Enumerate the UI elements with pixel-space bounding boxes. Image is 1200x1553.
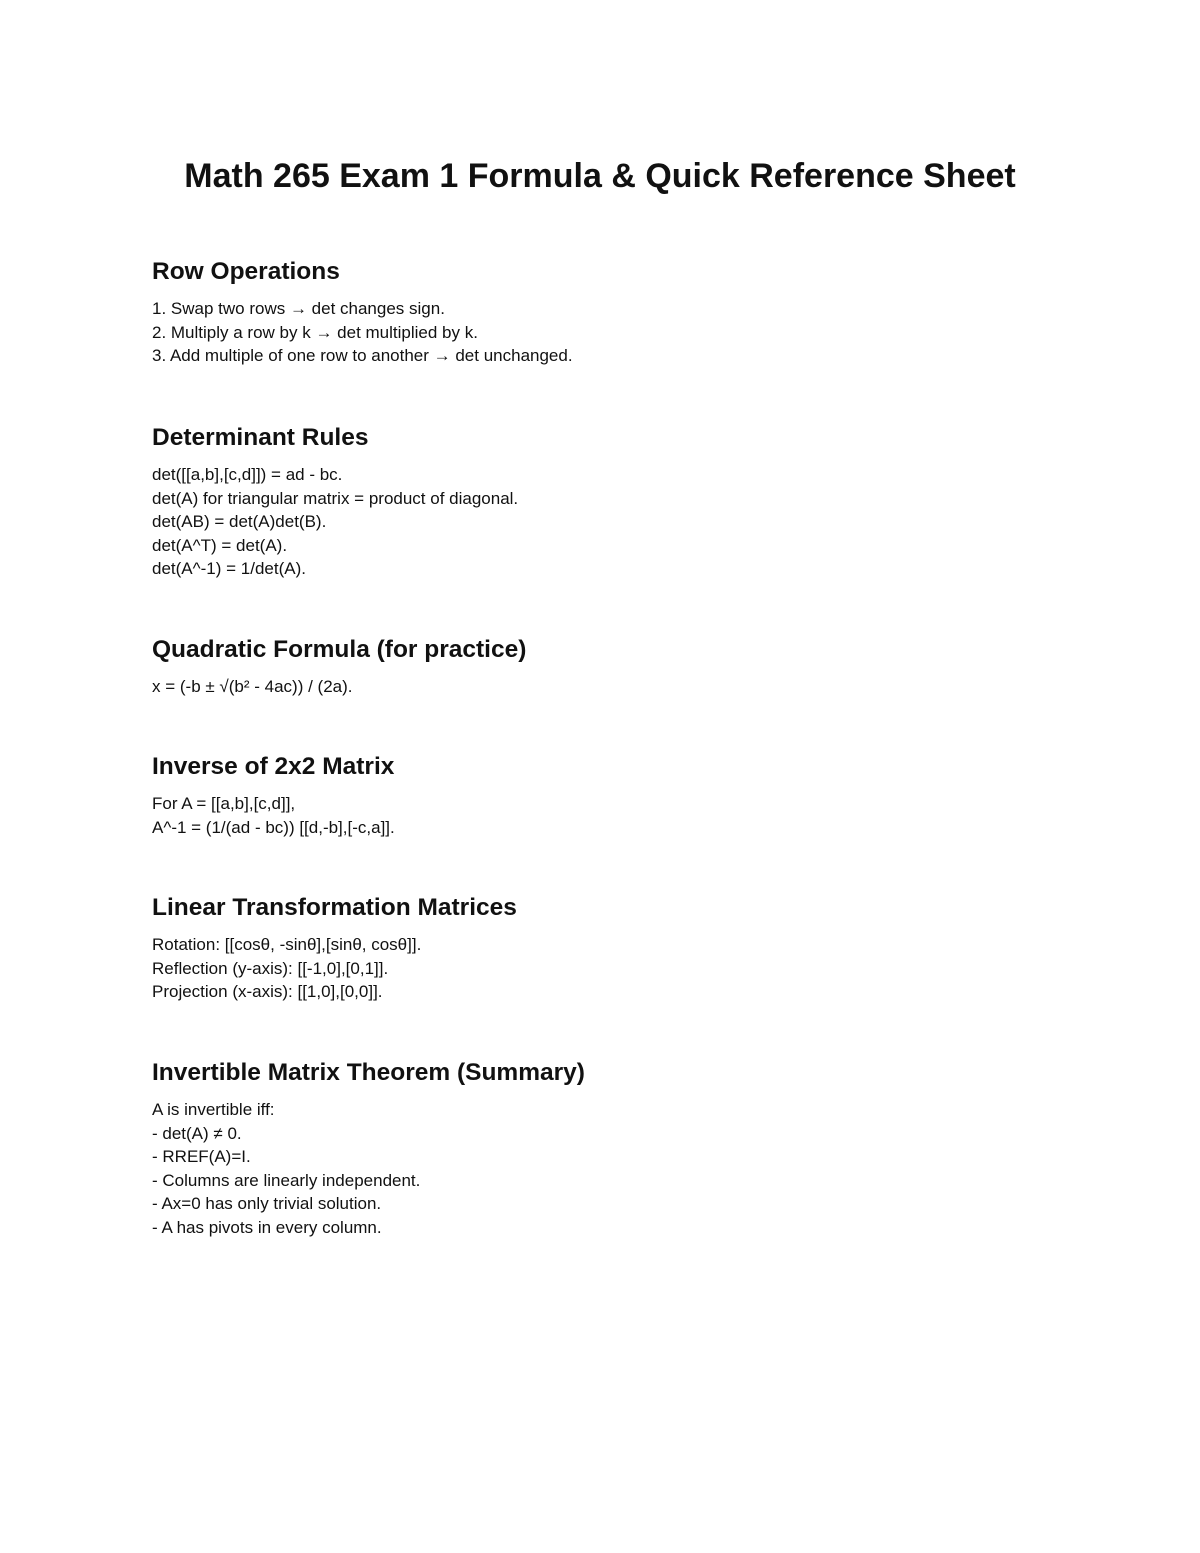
section-line: x = (-b ± √(b² - 4ac)) / (2a). bbox=[152, 677, 353, 696]
section-line: - Columns are linearly independent. bbox=[152, 1170, 421, 1190]
section-determinant-rules bbox=[152, 422, 1102, 581]
section-heading: Linear Transformation Matrices bbox=[152, 894, 517, 921]
document-title: Math 265 Exam 1 Formula & Quick Reference Sheet bbox=[184, 157, 1016, 195]
section-line: 2. Multiply a row by k → det multiplied by k. bbox=[152, 322, 478, 342]
section-inverse-2x2 bbox=[152, 751, 1102, 839]
section-linear-transformations bbox=[152, 892, 1102, 1004]
section-line: A^-1 = (1/(ad - bc)) [[d,-b],[-c,a]]. bbox=[152, 817, 395, 837]
section-heading: Quadratic Formula (for practice) bbox=[152, 636, 527, 663]
section-line: det(A^T) = det(A). bbox=[152, 535, 288, 555]
section-line: 3. Add multiple of one row to another → det unchanged. bbox=[152, 346, 573, 365]
section-row-operations bbox=[152, 256, 1102, 368]
section-heading: Inverse of 2x2 Matrix bbox=[152, 753, 395, 780]
section-heading: Invertible Matrix Theorem (Summary) bbox=[152, 1059, 585, 1086]
section-line: 1. Swap two rows → det changes sign. bbox=[152, 299, 445, 318]
section-line: Projection (x-axis): [[1,0],[0,0]]. bbox=[152, 982, 383, 1001]
section-line: - A has pivots in every column. bbox=[152, 1217, 382, 1237]
section-line: For A = [[a,b],[c,d]], bbox=[152, 794, 296, 813]
section-line: Rotation: [[cosθ, -sinθ],[sinθ, cosθ]]. bbox=[152, 935, 422, 954]
section-line: det([[a,b],[c,d]]) = ad - bc. bbox=[152, 465, 343, 484]
section-line: - det(A) ≠ 0. bbox=[152, 1123, 242, 1143]
section-line: det(A) for triangular matrix = product of diagonal. bbox=[152, 488, 519, 508]
section-quadratic-formula bbox=[152, 634, 1102, 699]
section-invertible-matrix-theorem bbox=[152, 1057, 1102, 1239]
section-line: det(AB) = det(A)det(B). bbox=[152, 512, 327, 531]
section-heading: Determinant Rules bbox=[152, 424, 369, 451]
section-line: det(A^-1) = 1/det(A). bbox=[152, 559, 306, 578]
section-line: Reflection (y-axis): [[-1,0],[0,1]]. bbox=[152, 958, 389, 978]
section-line: A is invertible iff: bbox=[152, 1100, 275, 1119]
section-line: - Ax=0 has only trivial solution. bbox=[152, 1194, 382, 1213]
section-line: - RREF(A)=I. bbox=[152, 1147, 251, 1166]
section-heading: Row Operations bbox=[152, 258, 340, 285]
